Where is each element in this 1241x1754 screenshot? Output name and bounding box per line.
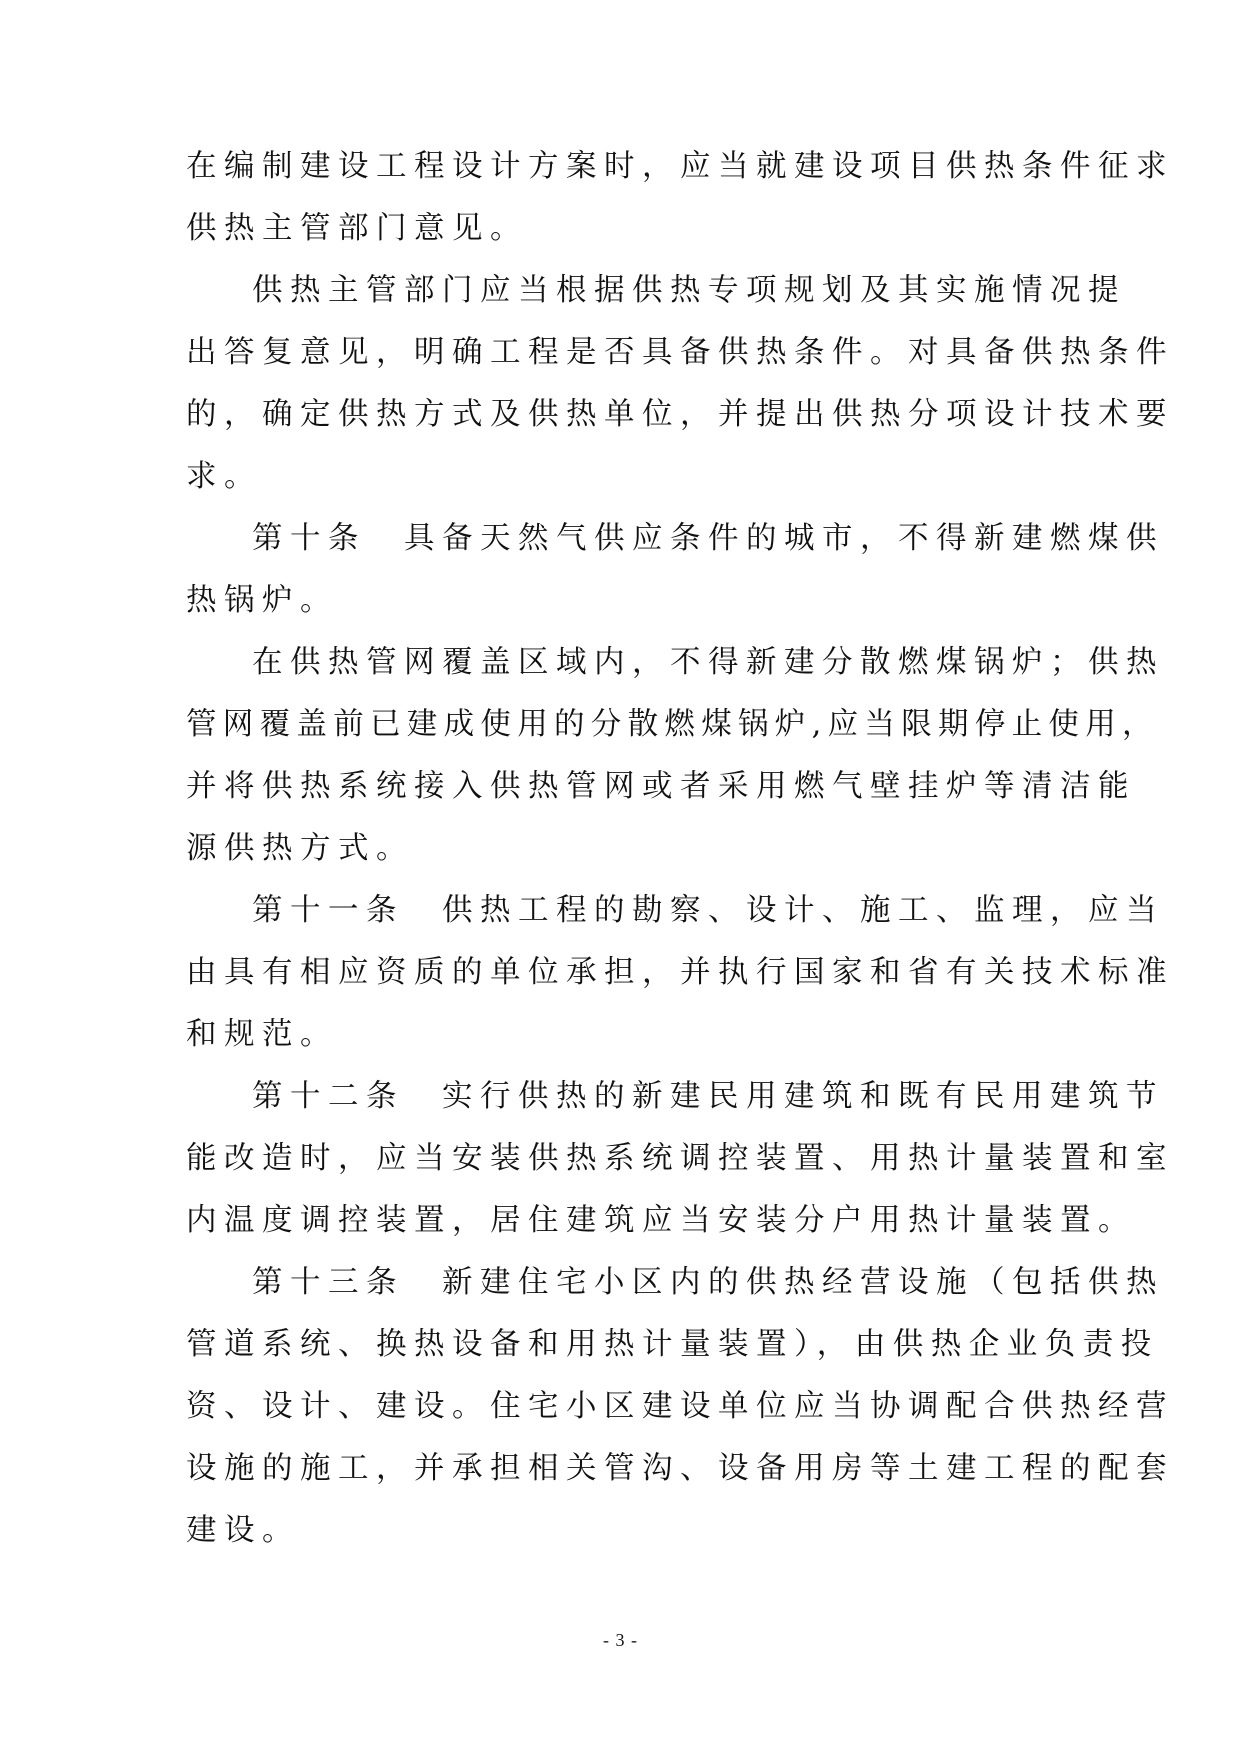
text-line: 第十一条 供热工程的勘察、设计、施工、监理，应当 [252, 893, 1164, 928]
text-line: 第十三条 新建住宅小区内的供热经营设施（包括供热 [252, 1265, 1164, 1300]
text-line: 在编制建设工程设计方案时，应当就建设项目供热条件征求 [186, 149, 1174, 184]
text-line: 求。 [186, 459, 262, 494]
text-line: 在供热管网覆盖区域内，不得新建分散燃煤锅炉；供热 [252, 645, 1164, 680]
text-line: 资、设计、建设。住宅小区建设单位应当协调配合供热经营 [186, 1389, 1174, 1424]
page-number: - 3 - [603, 1630, 638, 1650]
text-line: 的，确定供热方式及供热单位，并提出供热分项设计技术要 [186, 397, 1174, 432]
text-line: 和规范。 [186, 1017, 338, 1052]
text-line: 能改造时，应当安装供热系统调控装置、用热计量装置和室 [186, 1141, 1174, 1176]
text-line: 热锅炉。 [186, 583, 338, 618]
text-line: 源供热方式。 [186, 831, 414, 866]
text-line: 第十二条 实行供热的新建民用建筑和既有民用建筑节 [252, 1079, 1164, 1114]
text-line: 由具有相应资质的单位承担，并执行国家和省有关技术标准 [186, 955, 1174, 990]
text-line: 出答复意见，明确工程是否具备供热条件。对具备供热条件 [186, 335, 1174, 370]
text-line: 管网覆盖前已建成使用的分散燃煤锅炉,应当限期停止使用， [186, 707, 1159, 742]
text-line: 设施的施工，并承担相关管沟、设备用房等土建工程的配套 [186, 1451, 1174, 1486]
text-line: 供热主管部门应当根据供热专项规划及其实施情况提 [252, 273, 1126, 308]
text-line: 并将供热系统接入供热管网或者采用燃气壁挂炉等清洁能 [186, 769, 1136, 804]
text-line: 供热主管部门意见。 [186, 211, 528, 246]
text-line: 第十条 具备天然气供应条件的城市，不得新建燃煤供 [252, 521, 1164, 556]
text-line: 管道系统、换热设备和用热计量装置），由供热企业负责投 [186, 1327, 1159, 1362]
text-line: 内温度调控装置，居住建筑应当安装分户用热计量装置。 [186, 1203, 1136, 1238]
text-line: 建设。 [186, 1513, 300, 1548]
